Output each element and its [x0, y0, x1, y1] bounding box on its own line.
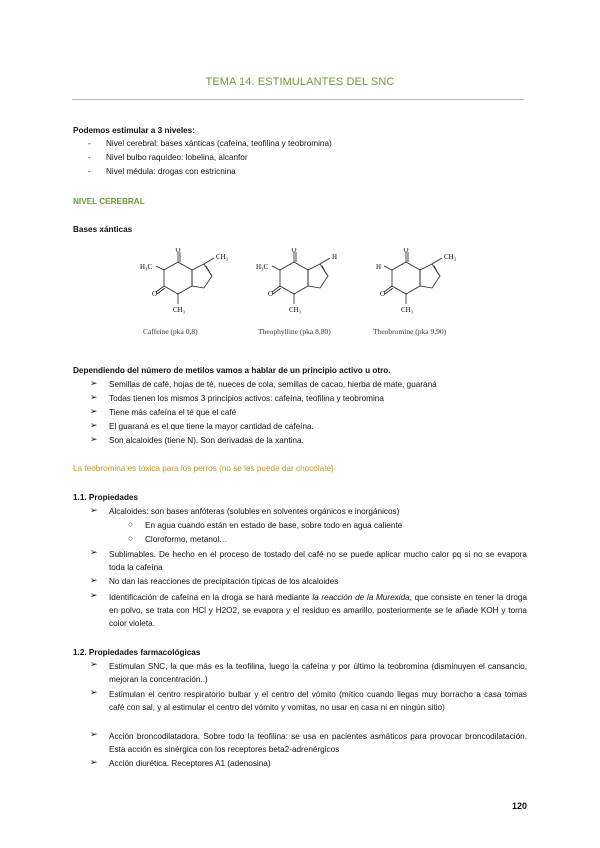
subheading-bases-xanticas: Bases xánticas [73, 225, 133, 234]
sub-list-item: En agua cuando están en estado de base, sobre todo en agua caliente [145, 521, 403, 530]
svg-text:O: O [380, 290, 386, 298]
list-item: Acción broncodilatadora. Sobre todo la teofilina: se usa en pacientes asmáticos para provocar broncodilatación. Esta acción es sinérgica con los receptores beta2-adrenérgicos [109, 732, 527, 754]
methyl-intro: Dependiendo del número de metilos vamos a hablar de un principio activo u otro. [73, 366, 391, 375]
intro-item: Nivel bulbo raquídeo: lobelina, alcanfor [106, 153, 248, 162]
subsection-heading: 1.1. Propiedades [73, 493, 139, 502]
svg-text:O: O [291, 248, 297, 254]
list-item: Todas tienen los mismos 3 principios activos: cafeína, teofilina y teobromina [109, 394, 384, 403]
arrow-bullet-icon: ➢ [90, 687, 98, 697]
list-item: Tiene más cafeína el té que el café [109, 408, 237, 417]
molecule-label: CH₃ [444, 253, 457, 261]
section-heading-nivel-cerebral: NIVEL CEREBRAL [73, 197, 145, 206]
molecule-label: H [376, 263, 382, 271]
arrow-bullet-icon: ➢ [90, 590, 98, 600]
list-item: El guaraná es el que tiene la mayor cantidad de cafeína. [109, 422, 314, 431]
subsection-heading: 1.2. Propiedades farmacológicas [73, 648, 201, 657]
molecule-label: CH₃ [289, 306, 302, 314]
intro-item: Nivel médula: drogas con estricnina [106, 167, 236, 176]
molecule-label: CH₃ [401, 306, 414, 314]
theobromine-caption: Theobromine (pka 9,90) [373, 327, 447, 336]
arrow-bullet-icon: ➢ [90, 547, 98, 557]
arrow-bullet-icon: ➢ [90, 378, 98, 388]
molecule-label: H₃C [256, 263, 269, 271]
theophylline-structure [256, 248, 366, 322]
intro-heading: Podemos estimular a 3 niveles: [73, 126, 195, 135]
list-item: Estimulan SNC, la que más es la teofilina, luego la cafeína y por último la teobromina (disminuyen el cansancio, mejoran la concentración..) [109, 662, 527, 684]
page-number: 120 [511, 801, 527, 811]
arrow-bullet-icon: ➢ [90, 505, 98, 515]
arrow-bullet-icon: ➢ [90, 575, 98, 585]
text-run: , que consiste en tener la droga en polvo, se trata con HCl y H2O2, se evapora y el residuo es amarillo, posteriormente se le añade KOH y torna color violeta. [109, 593, 527, 628]
warning-note: La teobromina es tóxica para los perros (no se les puede dar chocolate) [73, 464, 334, 473]
page-title: TEMA 14. ESTIMULANTES DEL SNC [205, 76, 395, 88]
list-item: Estimulan el centro respiratorio bulbar y el centro del vómito (mítico cuando llegas muy borracho a casa tomas café con sal, y al estimular el centro del vómito y vomitas, no usar en casa ni en ningún sitio) [109, 690, 527, 712]
molecule-label: CH₃ [173, 306, 186, 314]
arrow-bullet-icon: ➢ [90, 434, 98, 444]
molecule-label: H [332, 253, 338, 261]
theophylline-caption: Theophylline (pka 8,80) [258, 327, 331, 336]
circle-bullet-icon: ○ [128, 520, 133, 529]
svg-text:O: O [152, 290, 158, 298]
molecule-label: H₃C [140, 263, 153, 271]
title-divider [72, 99, 524, 100]
svg-text:O: O [403, 248, 409, 254]
caffeine-structure [140, 248, 250, 322]
molecule-label: CH₃ [216, 253, 229, 261]
arrow-bullet-icon: ➢ [90, 729, 98, 739]
circle-bullet-icon: ○ [128, 534, 133, 543]
arrow-bullet-icon: ➢ [90, 659, 98, 669]
arrow-bullet-icon: ➢ [90, 757, 98, 767]
intro-item: Nivel cerebral: bases xánticas (cafeína, teofilina y teobromina) [106, 139, 332, 148]
list-item: Alcaloides: son bases anfóteras (solubles en solventes orgánicos e inorgánicos) [109, 507, 400, 516]
reaction-name: la reacción de la Murexida [312, 593, 410, 602]
dash-icon: - [88, 139, 91, 148]
svg-text:O: O [268, 290, 274, 298]
svg-text:O: O [175, 248, 181, 254]
list-item: Sublimables. De hecho en el proceso de tostado del café no se puede aplicar mucho calor pq si no se evapora toda la cafeína [109, 550, 527, 572]
list-item: No dan las reacciones de precipitación típicas de los alcaloides [109, 577, 339, 586]
list-item: Son alcaloides (tiene N). Son derivadas de la xantina. [109, 436, 304, 445]
list-item [109, 591, 527, 630]
dash-icon: - [88, 167, 91, 176]
list-item: Semillas de café, hojas de té, nueces de cola, semillas de cacao, hierba de mate, guaraná [109, 380, 437, 389]
arrow-bullet-icon: ➢ [90, 406, 98, 416]
arrow-bullet-icon: ➢ [90, 392, 98, 402]
theobromine-structure [368, 248, 478, 322]
sub-list-item: Cloroformo, metanol… [145, 535, 228, 544]
text-run: Identificación de cafeína en la droga se hará mediante [109, 593, 313, 602]
arrow-bullet-icon: ➢ [90, 420, 98, 430]
dash-icon: - [88, 153, 91, 162]
caffeine-caption: Caffeine (pka 0,8) [143, 327, 198, 336]
list-item: Acción diurética. Receptores A1 (adenosina) [109, 759, 271, 768]
